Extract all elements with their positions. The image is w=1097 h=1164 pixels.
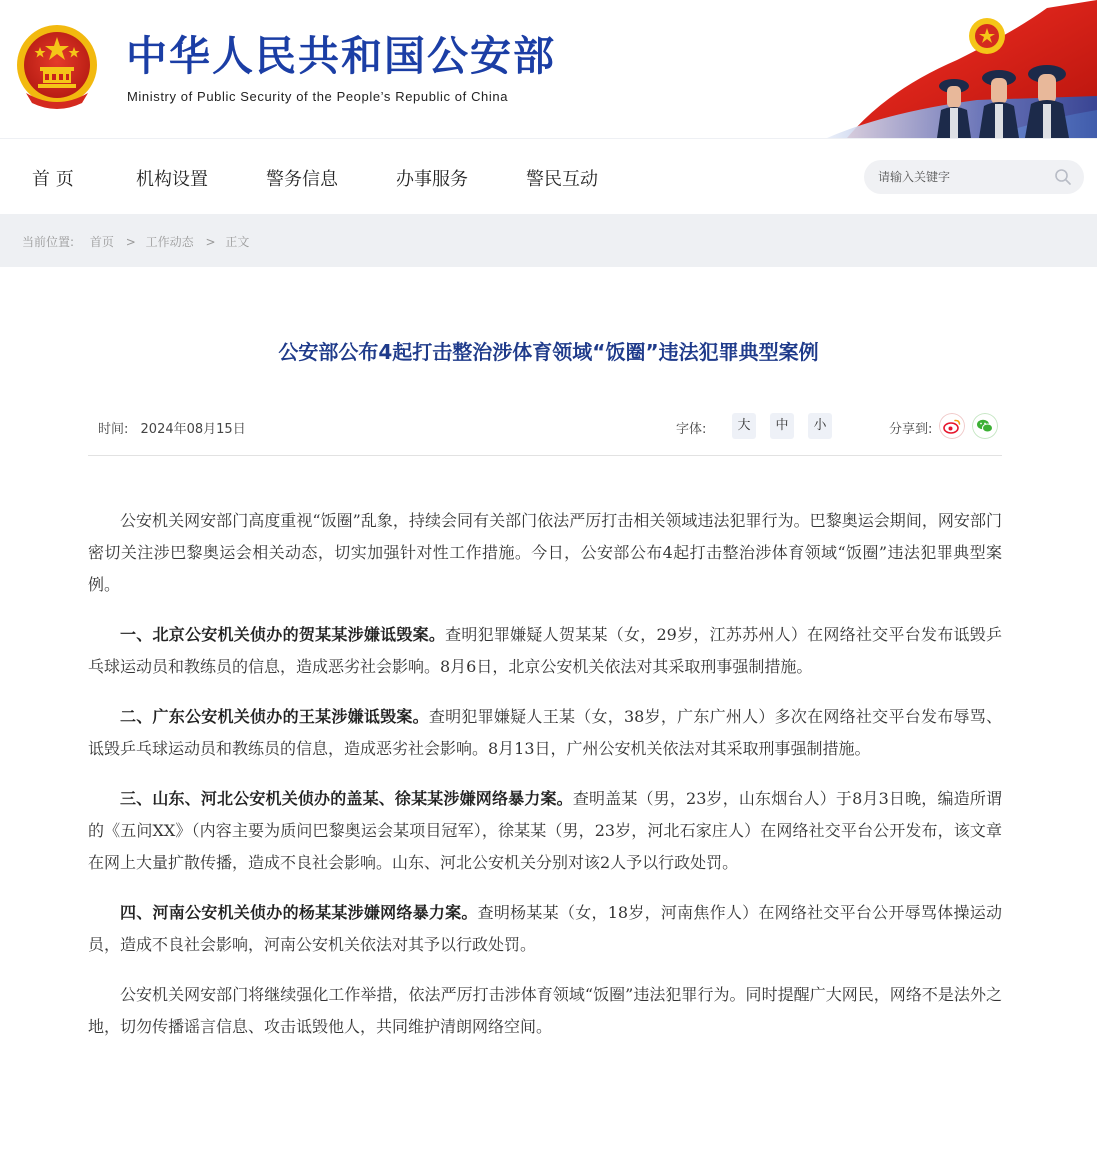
- wechat-share-icon[interactable]: [972, 413, 998, 439]
- nav-item-services[interactable]: 办事服务: [396, 169, 468, 190]
- nav-item-organization[interactable]: 机构设置: [136, 169, 208, 190]
- time-value: 2024年08月15日: [140, 422, 246, 437]
- nav-item-interaction[interactable]: 警民互动: [526, 169, 598, 190]
- site-header: [0, 0, 1097, 138]
- font-medium-button[interactable]: 中: [770, 413, 794, 439]
- paragraph: [88, 701, 1002, 765]
- paragraph: [88, 505, 1002, 601]
- breadcrumb-prefix: 当前位置:: [22, 235, 75, 249]
- nav-item-home[interactable]: 首 页: [32, 169, 74, 190]
- font-large-button[interactable]: 大: [732, 413, 756, 439]
- time-label: 时间:: [98, 422, 129, 437]
- paragraph: [88, 619, 1002, 683]
- national-emblem-icon[interactable]: [16, 23, 98, 109]
- paragraph: [88, 783, 1002, 879]
- share-label: 分享到:: [889, 422, 933, 437]
- breadcrumb-home[interactable]: 首页: [89, 235, 114, 249]
- nav-item-police-info[interactable]: 警务信息: [266, 169, 338, 190]
- article-title: 公安部公布4起打击整治涉体育领域“饭圈”违法犯罪典型案例: [278, 340, 819, 364]
- paragraph-text: 查明杨某某（女，18岁，河南焦作人）在网络社交平台公开辱骂体操运动员，造成不良社会影响，河南公安机关依法对其予以行政处罚。: [88, 903, 1002, 954]
- article-body: [88, 505, 1002, 1061]
- case-heading: 三、山东、河北公安机关侦办的盖某、徐某某涉嫌网络暴力案。: [120, 789, 573, 808]
- paragraph: [88, 979, 1002, 1043]
- breadcrumb: [22, 233, 253, 250]
- case-heading: 一、北京公安机关侦办的贺某某涉嫌诋毁案。: [120, 625, 446, 644]
- font-small-button[interactable]: 小: [808, 413, 832, 439]
- breadcrumb-separator: >: [205, 235, 216, 249]
- weibo-share-icon[interactable]: [939, 413, 965, 439]
- breadcrumb-current: 正文: [225, 235, 250, 249]
- breadcrumb-bar: [0, 214, 1097, 267]
- site-title: 中华人民共和国公安部: [126, 32, 556, 80]
- publish-time: [98, 418, 246, 437]
- paragraph-text: 查明犯罪嫌疑人贺某某（女，29岁，江苏苏州人）在网络社交平台发布诋毁乒乓球运动员和教练员的信息，造成恶劣社会影响。8月6日，北京公安机关依法对其采取刑事强制措施。: [88, 625, 1002, 676]
- breadcrumb-separator: >: [125, 235, 136, 249]
- font-size-label: 字体:: [676, 422, 707, 437]
- article-meta: [88, 410, 1002, 456]
- case-heading: 四、河南公安机关侦办的杨某某涉嫌网络暴力案。: [120, 903, 478, 922]
- site-subtitle: Ministry of Public Security of the People’s Republic of China: [127, 89, 509, 104]
- search-box: [864, 160, 1084, 194]
- paragraph-text: 查明犯罪嫌疑人王某（女，38岁，广东广州人）多次在网络社交平台发布辱骂、诋毁乒乓球运动员和教练员的信息，造成恶劣社会影响。8月13日，广州公安机关依法对其采取刑事强制措施。: [88, 707, 1002, 758]
- paragraph-text: 公安机关网安部门将继续强化工作举措，依法严厉打击涉体育领域“饭圈”违法犯罪行为。同时提醒广大网民，网络不是法外之地，切勿传播谣言信息、攻击诋毁他人，共同维护清朗网络空间。: [88, 985, 1002, 1036]
- police-flag-banner: [807, 0, 1097, 138]
- paragraph-text: 公安机关网安部门高度重视“饭圈”乱象，持续会同有关部门依法严厉打击相关领域违法犯罪行为。巴黎奥运会期间，网安部门密切关注涉巴黎奥运会相关动态，切实加强针对性工作措施。今日，公安部公布4起打击整治涉体育领域“饭圈”违法犯罪典型案例。: [88, 511, 1002, 594]
- paragraph-text: 查明盖某（男，23岁，山东烟台人）于8月3日晚，编造所谓的《五问XX》（内容主要为质问巴黎奥运会某项目冠军），徐某某（男，23岁，河北石家庄人）在网络社交平台公开发布，该文章在网上大量扩散传播，造成不良社会影响。山东、河北公安机关分别对该2人予以行政处罚。: [88, 789, 1002, 872]
- search-input[interactable]: [878, 160, 1043, 194]
- case-heading: 二、广东公安机关侦办的王某涉嫌诋毁案。: [120, 707, 429, 726]
- search-icon[interactable]: [1054, 168, 1072, 186]
- paragraph: [88, 897, 1002, 961]
- breadcrumb-work-news[interactable]: 工作动态: [145, 235, 194, 249]
- main-nav: [0, 138, 1097, 215]
